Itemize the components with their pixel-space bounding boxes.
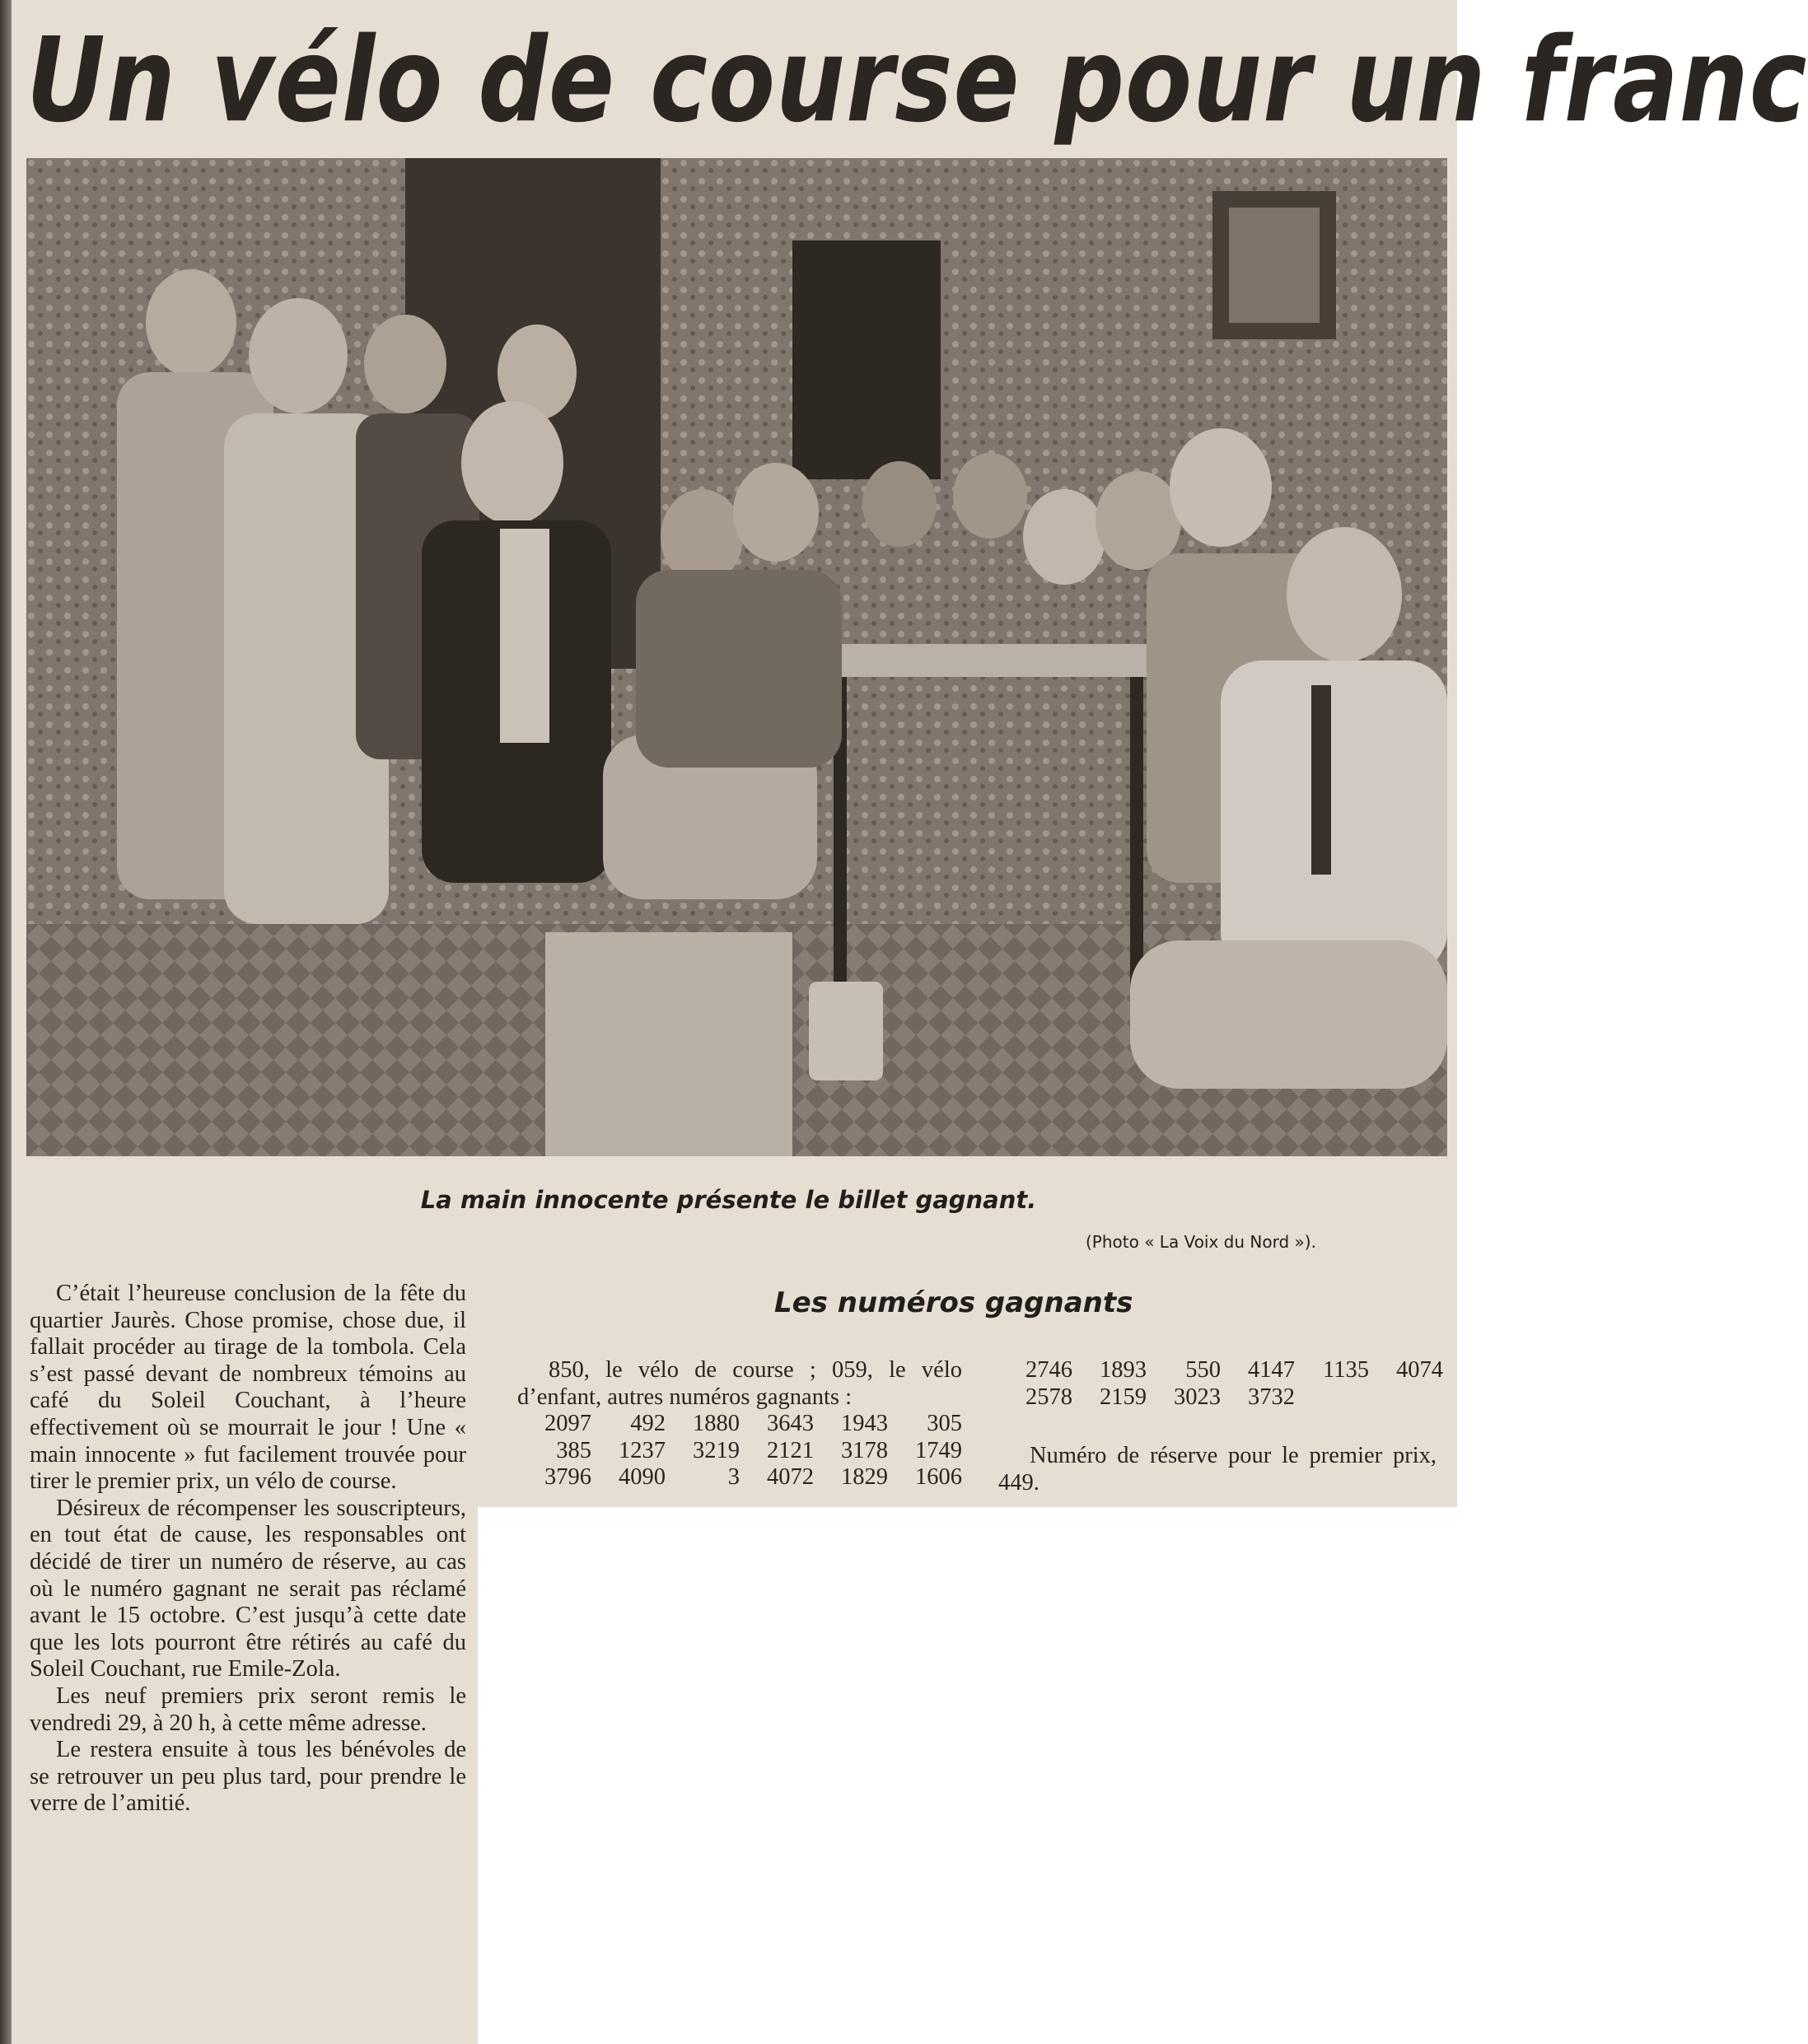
winning-number: 385 [556, 1437, 591, 1463]
winning-number: 550 [1185, 1357, 1221, 1383]
group-photo-illustration [26, 158, 1447, 1156]
winning-number: 1893 [1100, 1357, 1147, 1383]
article-paragraph: C’était l’heureuse conclusion de la fête du quartier Jaurès. Chose promise, chose due, il fallait procéder au tirage de la tombola. Cela s’est passé devant de nombreux témoins au café du Soleil Couchant, à l’heure effectivement où se mourrait le jour ! Une « main innocente » fut facilement trouvée pour tirer le premier prix, un vélo de course. [30, 1281, 466, 1495]
photo-caption: La main innocente présente le billet gagnant. [420, 1186, 1037, 1214]
winning-number: 1135 [1323, 1357, 1369, 1383]
winning-number: 492 [630, 1411, 666, 1436]
winning-number: 2121 [767, 1437, 814, 1463]
winning-numbers-intro-text: 850, le vélo de course ; 059, le vélo d’enfant, autres numéros gagnants : [517, 1357, 962, 1410]
winning-number: 2746 [1025, 1357, 1072, 1383]
winning-number: 1880 [693, 1411, 740, 1436]
winning-number: 3023 [1174, 1384, 1221, 1410]
winning-number: 4072 [767, 1464, 814, 1491]
winning-number: 305 [927, 1411, 962, 1436]
winning-number [1295, 1384, 1369, 1412]
winning-number: 3178 [841, 1437, 888, 1463]
winning-number: 1749 [915, 1437, 962, 1463]
winning-number: 1606 [915, 1464, 962, 1491]
winning-number: 1829 [841, 1464, 888, 1491]
winning-number: 1943 [841, 1411, 888, 1436]
winning-numbers-block-1 [517, 1411, 962, 1491]
article-paragraph: Désireux de récompenser les souscripteurs, en tout état de cause, les responsables ont décidé de tirer un numéro de réserve, au cas où le numéro gagnant ne serait pas réclamé avant le 15 octobre. C’est jusqu’à cette date que les lots pourront être rétirés au café du Soleil Couchant, rue Emile-Zola. [30, 1495, 466, 1682]
winning-number: 4090 [619, 1464, 666, 1491]
winning-number: 3796 [544, 1464, 591, 1491]
winning-number: 3 [727, 1464, 740, 1491]
winning-numbers-title: Les numéros gagnants [774, 1286, 1133, 1319]
winning-number: 2159 [1100, 1384, 1147, 1410]
winning-numbers-intro [517, 1357, 962, 1411]
article-body [30, 1281, 466, 1818]
group-photo [26, 158, 1447, 1156]
winning-number: 3219 [693, 1437, 740, 1463]
winning-number: 2578 [1025, 1384, 1072, 1410]
winning-number: 2097 [544, 1411, 591, 1436]
reserve-number-text: Numéro de réserve pour le premier prix, 449. [998, 1443, 1437, 1496]
headline: Un vélo de course pour un franc [26, 12, 1808, 148]
article-paragraph: Le restera ensuite à tous les bénévoles de se retrouver un peu plus tard, pour prendre le verre de l’amitié. [30, 1737, 466, 1817]
winning-number: 4147 [1248, 1357, 1295, 1383]
scan-edge [0, 0, 12, 2044]
winning-number: 3732 [1248, 1384, 1295, 1410]
article-paragraph: Les neuf premiers prix seront remis le vendredi 29, à 20 h, à cette même adresse. [30, 1682, 466, 1736]
photo-credit: (Photo « La Voix du Nord »). [1086, 1232, 1316, 1252]
winning-number: 4074 [1396, 1357, 1443, 1383]
winning-numbers-block-2 [998, 1357, 1443, 1411]
winning-number: 1237 [619, 1437, 666, 1463]
winning-number [1369, 1384, 1443, 1412]
winning-number: 3643 [767, 1411, 814, 1436]
reserve-number [998, 1443, 1437, 1496]
